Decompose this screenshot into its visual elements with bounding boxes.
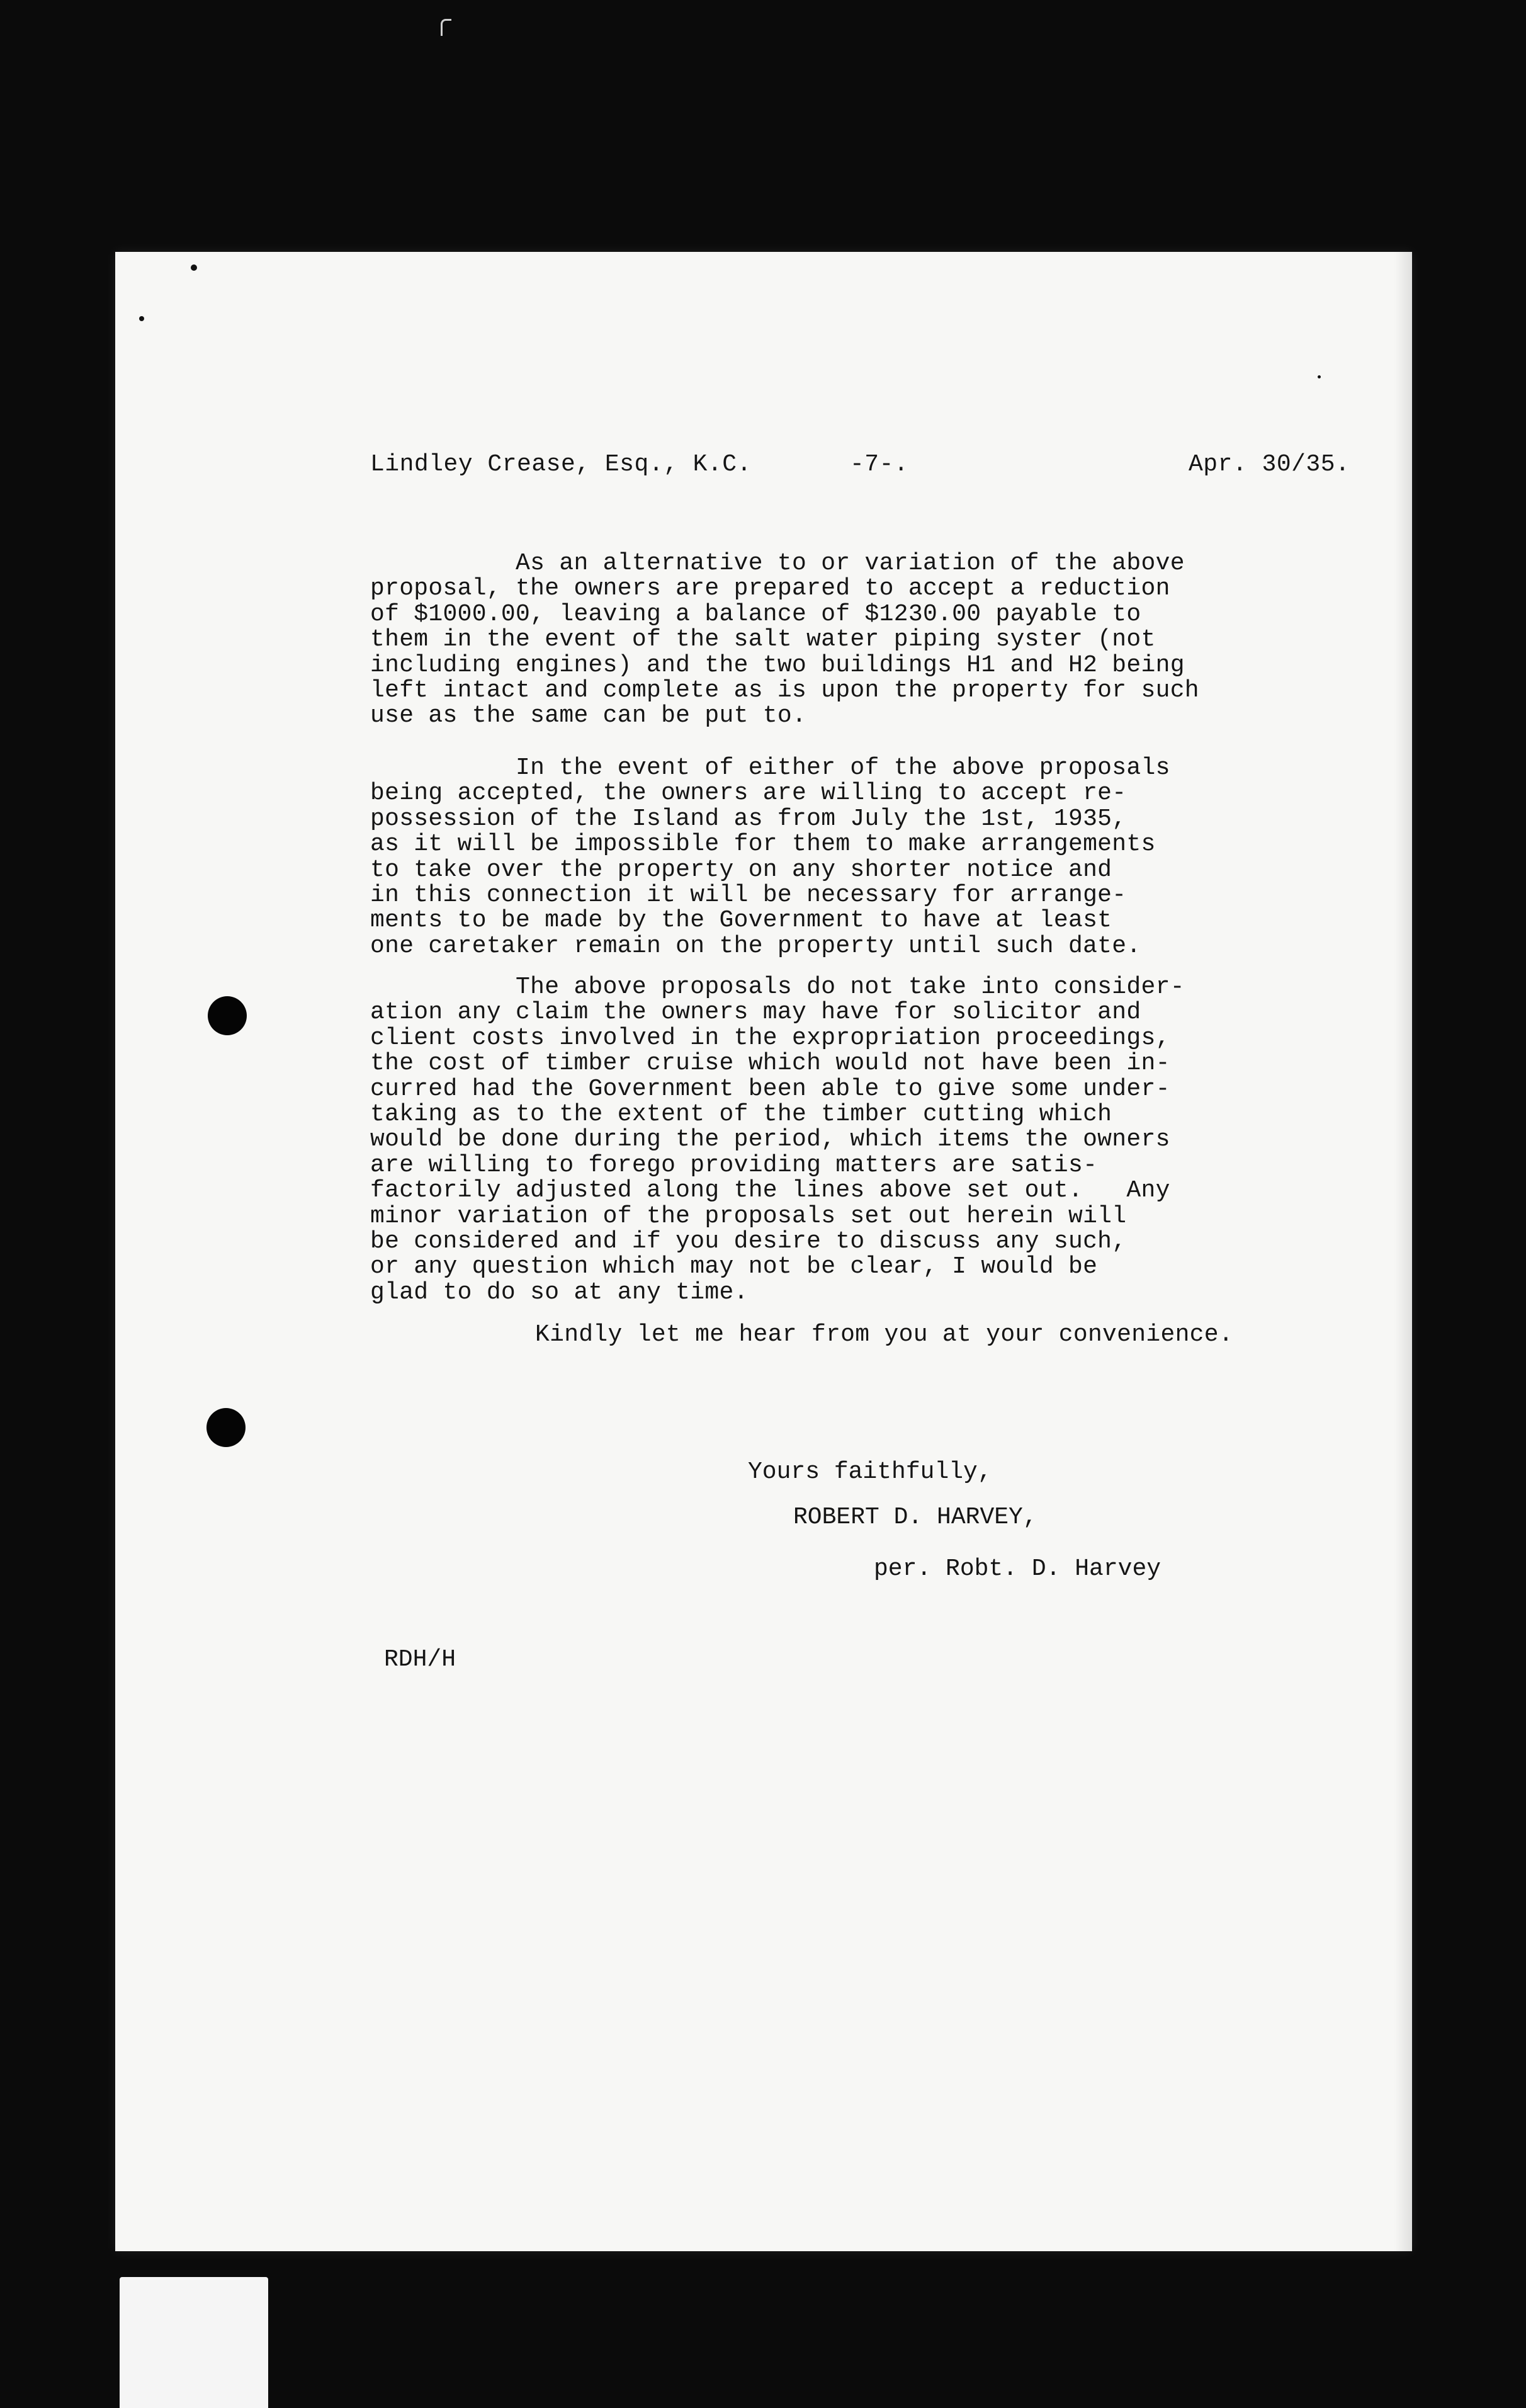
paragraph-kindly xyxy=(370,1322,1365,1348)
paragraph-line: possession of the Island as from July the 1st, 1935, xyxy=(370,805,1127,832)
paper-speck xyxy=(139,316,144,321)
film-frame-tab xyxy=(120,2277,268,2408)
paragraph-line: be considered and if you desire to discuss any such, xyxy=(370,1227,1127,1255)
paragraph-line: them in the event of the salt water piping syster (not xyxy=(370,626,1156,654)
letter-page xyxy=(115,252,1412,2251)
paragraph-line: being accepted, the owners are willing to accept re- xyxy=(370,780,1127,807)
paragraph-line: of $1000.00, leaving a balance of $1230.00 payable to xyxy=(370,600,1141,628)
paragraph-costs xyxy=(370,975,1365,1305)
paragraph-line: including engines) and the two buildings H1 and H2 being xyxy=(370,651,1185,679)
paragraph-line: As an alternative to or variation of the above xyxy=(370,550,1185,577)
paragraph-line: curred had the Government been able to give some under- xyxy=(370,1075,1170,1103)
paragraph-line: would be done during the period, which items the owners xyxy=(370,1126,1170,1154)
paper-speck xyxy=(1318,375,1321,378)
paragraph-line: factorily adjusted along the lines above set out. Any xyxy=(370,1177,1170,1205)
punch-hole-top xyxy=(208,996,247,1035)
paragraph-line: ation any claim the owners may have for solicitor and xyxy=(370,999,1141,1026)
punch-hole-bottom xyxy=(206,1408,246,1447)
paragraph-line: to take over the property on any shorter notice and xyxy=(370,856,1112,883)
paragraph-line: glad to do so at any time. xyxy=(370,1278,749,1306)
paper-speck xyxy=(191,264,197,271)
paragraph-line: taking as to the extent of the timber cutting which xyxy=(370,1100,1112,1128)
paragraph-line: client costs involved in the expropriation proceedings, xyxy=(370,1024,1170,1052)
paragraph-line: In the event of either of the above proposals xyxy=(370,754,1170,781)
paragraph-line: or any question which may not be clear, I would be xyxy=(370,1253,1098,1281)
paragraph-line: use as the same can be put to. xyxy=(370,702,807,730)
paragraph-line: The above proposals do not take into consider- xyxy=(370,974,1185,1001)
paragraph-line: left intact and complete as is upon the property for such xyxy=(370,676,1199,704)
letter-date: Apr. 30/35. xyxy=(1189,451,1350,478)
paragraph-line: proposal, the owners are prepared to accept a reduction xyxy=(370,575,1170,603)
paragraph-alternative-proposal xyxy=(370,551,1365,729)
page-number: -7-. xyxy=(850,451,909,478)
addressee: Lindley Crease, Esq., K.C. xyxy=(370,451,752,478)
paragraph-repossession xyxy=(370,756,1365,959)
paragraph-line: Kindly let me hear from you at your convenience. xyxy=(535,1321,1233,1348)
per-signature-line: per. Robt. D. Harvey xyxy=(874,1555,1161,1582)
paragraph-line: the cost of timber cruise which would not have been in- xyxy=(370,1050,1170,1077)
film-edge-mark xyxy=(441,19,451,36)
signer-name: ROBERT D. HARVEY, xyxy=(793,1504,1037,1531)
salutation: Yours faithfully, xyxy=(748,1458,992,1485)
letter-header xyxy=(370,452,1365,480)
paragraph-line: in this connection it will be necessary for arrange- xyxy=(370,881,1127,909)
paragraph-line: ments to be made by the Government to have at least xyxy=(370,907,1112,934)
paragraph-line: are willing to forego providing matters are satis- xyxy=(370,1151,1098,1179)
reference-initials: RDH/H xyxy=(384,1646,456,1673)
paragraph-line: as it will be impossible for them to make arrangements xyxy=(370,831,1156,858)
paragraph-line: minor variation of the proposals set out herein will xyxy=(370,1202,1127,1230)
paragraph-line: one caretaker remain on the property until such date. xyxy=(370,932,1141,960)
